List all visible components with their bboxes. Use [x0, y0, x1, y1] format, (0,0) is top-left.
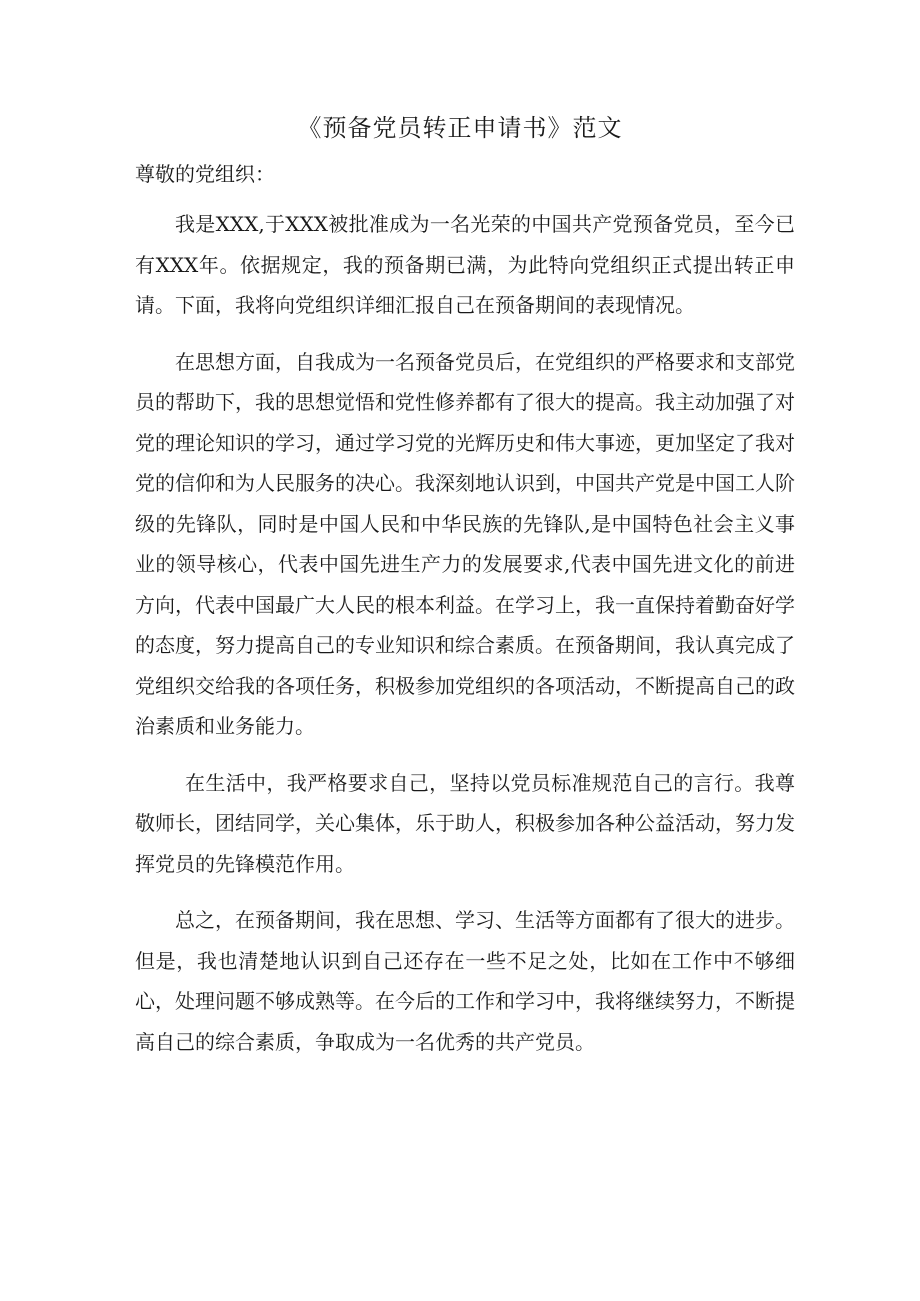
document-title: 《预备党员转正申请书》范文 — [297, 114, 623, 142]
paragraph-intro: 我是XXX,于XXX被批准成为一名光荣的中国共产党预备党员，至今已有XXX年。依据规定，我的预备期已满，为此特向党组织正式提出转正申请。下面，我将向党组织详细汇报自己在预备期间的表现情况。 — [135, 212, 795, 317]
salutation: 尊敬的党组织： — [135, 162, 275, 186]
paragraph-life: 在生活中，我严格要求自己，坚持以党员标准规范自己的言行。我尊敬师长，团结同学，关心集体，乐于助人，积极参加各种公益活动，努力发挥党员的先锋模范作用。 — [135, 770, 795, 876]
paragraph-thought: 在思想方面，自我成为一名预备党员后，在党组织的严格要求和支部党员的帮助下，我的思想觉悟和党性修养都有了很大的提高。我主动加强了对党的理论知识的学习，通过学习党的光辉历史和伟大事迹，更加坚定了我对党的信仰和为人民服务的决心。我深刻地认识到，中国共产党是中国工人阶级的先锋队，同时是中国人民和中华民族的先锋队,是中国特色社会主义事业的领导核心，代表中国先进生产力的发展要求,代表中国先进文化的前进方向，代表中国最广大人民的根本利益。在学习上，我一直保持着勤奋好学的态度，努力提高自己的专业知识和综合素质。在预备期间，我认真完成了党组织交给我的各项任务，积极参加党组织的各项活动，不断提高自己的政治素质和业务能力。 — [135, 349, 795, 738]
paragraph-conclusion: 总之，在预备期间，我在思想、学习、生活等方面都有了很大的进步。但是，我也清楚地认识到自己还存在一些不足之处，比如在工作中不够细心，处理问题不够成熟等。在今后的工作和学习中，我将继续努力，不断提高自己的综合素质，争取成为一名优秀的共产党员。 — [135, 908, 795, 1054]
document-body — [135, 204, 795, 1078]
